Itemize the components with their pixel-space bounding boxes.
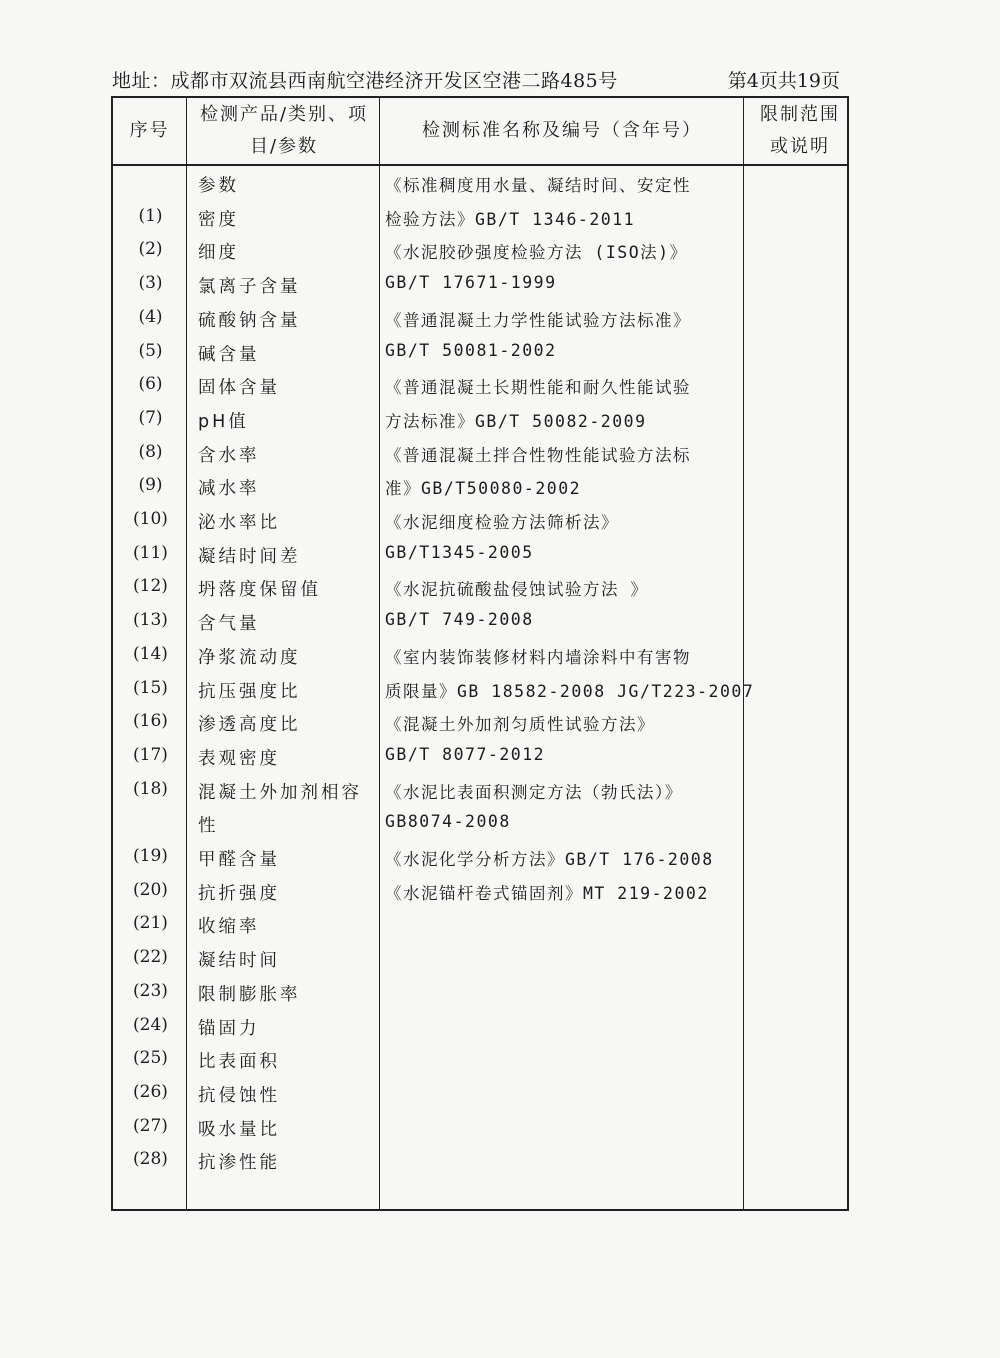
row-item: 比表面积: [198, 1052, 280, 1073]
row-standard: 《水泥胶砂强度检验方法 (ISO法)》: [385, 243, 688, 263]
row-item: 泌水率比: [198, 513, 280, 533]
table-row: [113, 539, 847, 573]
row-number: (24): [133, 1014, 168, 1035]
table-row: [113, 438, 847, 472]
row-standard: GB/T 8077-2012: [385, 744, 546, 764]
row-standard: 《普通混凝土长期性能和耐久性能试验: [385, 378, 691, 398]
row-standard: 方法标准》GB/T 50082-2009: [385, 411, 647, 431]
row-standard: 《水泥细度检验方法筛析法》: [385, 513, 619, 532]
row-standard: 《标准稠度用水量、凝结时间、安定性: [385, 176, 691, 195]
table-row: [113, 572, 847, 606]
row-number: (26): [133, 1081, 168, 1102]
row-number: (27): [133, 1115, 168, 1136]
row-item: 净浆流动度: [198, 647, 301, 668]
table-row: [113, 471, 847, 505]
row-item: 抗渗性能: [198, 1153, 280, 1174]
row-item: 抗压强度比: [198, 681, 301, 702]
row-item: 渗透高度比: [198, 715, 301, 736]
table-row: [113, 269, 847, 303]
table-row: [113, 1145, 847, 1179]
table-row: [113, 674, 847, 708]
row-standard: GB/T1345-2005: [385, 542, 534, 562]
row-number: (21): [133, 913, 168, 934]
table-row: [113, 337, 847, 371]
table-row: [113, 842, 847, 876]
column-header-standard: 检测标准名称及编号（含年号）: [422, 120, 702, 141]
row-number: (17): [133, 744, 168, 765]
header-divider: [113, 164, 847, 166]
column-header-limit: 限制范围或说明: [760, 104, 840, 157]
row-number: (12): [133, 576, 168, 597]
table-row: [113, 640, 847, 674]
row-number: (20): [133, 879, 168, 900]
row-number: (15): [133, 677, 168, 698]
row-item: 锚固力: [198, 1018, 260, 1039]
row-number: (10): [133, 509, 168, 529]
page-header: [112, 66, 850, 92]
row-item: 碱含量: [198, 344, 260, 365]
row-standard: 《水泥比表面积测定方法（勃氏法）》: [385, 782, 683, 802]
table-row: [113, 707, 847, 741]
row-number: (28): [133, 1149, 168, 1170]
row-standard: 《室内装饰装修材料内墙涂料中有害物: [385, 647, 691, 667]
row-standard: 《水泥抗硫酸盐侵蚀试验方法 》: [385, 580, 649, 600]
row-item: 表观密度: [198, 748, 280, 769]
row-item: 密度: [198, 209, 239, 230]
row-number: (6): [138, 374, 163, 395]
row-number: (1): [138, 205, 163, 226]
table-row: [113, 202, 847, 236]
row-standard: 准》GB/T50080-2002: [385, 479, 582, 499]
row-item: 吸水量比: [198, 1119, 280, 1140]
row-item: pH值: [198, 411, 249, 432]
table-row: [113, 876, 847, 910]
row-number: (2): [138, 239, 163, 260]
row-number: (25): [133, 1048, 168, 1069]
table-row: [113, 741, 847, 775]
row-item: 性: [198, 816, 219, 837]
row-number: (14): [133, 643, 168, 664]
table-row: [113, 303, 847, 337]
row-standard: 《普通混凝土拌合性物性能试验方法标: [385, 445, 691, 465]
table-row: [113, 775, 847, 809]
row-number: (9): [138, 475, 163, 496]
column-header-no: 序号: [129, 120, 170, 141]
standards-table: [111, 96, 849, 1211]
row-item: 减水率: [198, 479, 260, 500]
row-item: 固体含量: [198, 378, 280, 399]
row-item: 抗折强度: [198, 883, 280, 904]
row-item: 细度: [198, 243, 239, 264]
row-number: (18): [133, 778, 168, 799]
table-row: [113, 943, 847, 977]
row-number: (3): [138, 273, 163, 294]
column-header-item: 检测产品/类别、项目/参数: [199, 104, 369, 157]
table-row: [113, 1011, 847, 1045]
row-item: 混凝土外加剂相容: [198, 782, 362, 803]
row-item: 含气量: [198, 614, 260, 635]
row-standard: GB/T 17671-1999: [385, 273, 557, 293]
table-row: [113, 235, 847, 269]
row-item: 抗侵蚀性: [198, 1085, 280, 1106]
address-text: 地址：成都市双流县西南航空港经济开发区空港二路485号: [112, 70, 618, 92]
row-item: 含水率: [198, 445, 260, 466]
table-row: [113, 909, 847, 943]
table-row: [113, 606, 847, 640]
row-item: 氯离子含量: [198, 277, 301, 298]
table-row: [113, 370, 847, 404]
row-number: (7): [138, 407, 163, 428]
row-standard: GB/T 50081-2002: [385, 340, 557, 360]
row-item: 甲醛含量: [198, 850, 280, 870]
row-standard: 质限量》GB 18582-2008 JG/T223-2007: [385, 681, 755, 701]
row-number: (22): [133, 947, 168, 968]
row-standard: GB8074-2008: [385, 812, 511, 832]
table-row: [113, 1112, 847, 1146]
page-number: 第4页共19页: [727, 70, 840, 92]
table-row: [113, 404, 847, 438]
row-item: 硫酸钠含量: [198, 310, 301, 331]
row-number: (23): [133, 980, 168, 1001]
row-number: (8): [138, 441, 163, 462]
row-item: 凝结时间差: [198, 546, 301, 567]
row-number: (16): [133, 711, 168, 732]
row-standard: GB/T 749-2008: [385, 610, 534, 630]
table-row: [113, 977, 847, 1011]
row-standard: 《普通混凝土力学性能试验方法标准》: [385, 310, 691, 330]
row-item: 参数: [198, 176, 239, 196]
row-standard: 《水泥化学分析方法》GB/T 176-2008: [385, 850, 714, 869]
row-number: (4): [138, 306, 163, 327]
row-item: 收缩率: [198, 917, 260, 938]
table-row: [113, 505, 847, 539]
row-standard: 《混凝土外加剂匀质性试验方法》: [385, 715, 655, 735]
row-standard: 检验方法》GB/T 1346-2011: [385, 209, 636, 229]
table-row: [113, 1078, 847, 1112]
row-number: (19): [133, 846, 168, 866]
table-row: [113, 808, 847, 842]
row-number: (11): [133, 542, 168, 563]
row-item: 限制膨胀率: [198, 984, 301, 1005]
table-row: [113, 168, 847, 202]
row-item: 凝结时间: [198, 951, 280, 972]
row-standard: 《水泥锚杆卷式锚固剂》MT 219-2002: [385, 883, 709, 903]
table-row: [113, 1044, 847, 1078]
row-number: (13): [133, 610, 168, 631]
row-number: (5): [138, 340, 163, 361]
row-item: 坍落度保留值: [198, 580, 321, 601]
